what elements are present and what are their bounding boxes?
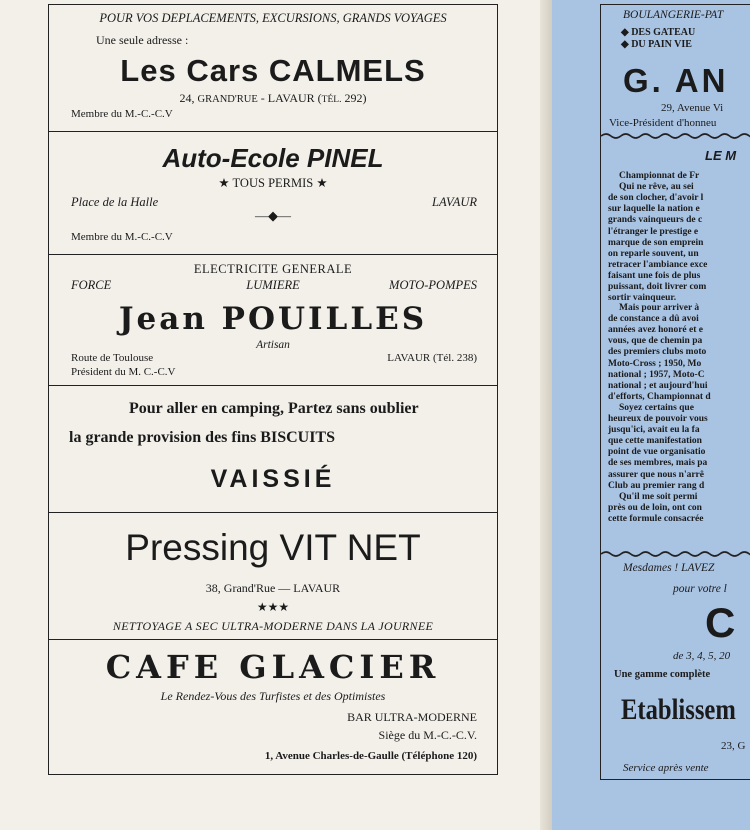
ad-frame — [48, 4, 498, 775]
calmels-address — [49, 91, 497, 106]
article-line: vous, que de chemin pa — [608, 336, 703, 347]
article-line: marque de son emprein — [608, 237, 704, 248]
article-line: heureux de pouvoir vous — [608, 414, 708, 424]
glacier-name: CAFE GLACIER — [105, 648, 441, 686]
pinel-ornament: —◆— — [255, 208, 291, 223]
ad-big-letter: C — [705, 599, 736, 646]
glacier-bar: BAR ULTRA-MODERNE — [347, 710, 477, 724]
pouilles-motopompes: MOTO-POMPES — [389, 278, 477, 292]
article-line: Qui ne rêve, au sei — [619, 182, 694, 193]
pouilles-heading: ELECTRICITE GENERALE — [193, 262, 353, 276]
calmels-name: Les Cars CALMELS — [120, 53, 426, 88]
pouilles-force: FORCE — [71, 278, 112, 292]
ad-line-1: Mesdames ! LAVEZ — [623, 562, 715, 574]
bakery-bullet-1: ◆ DES GATEAU — [621, 27, 696, 38]
article-line: Soyez certains que — [619, 402, 694, 413]
pouilles-president: Président du M. C.-C.V — [71, 366, 176, 378]
article-line: retracer l'ambiance exce — [608, 259, 708, 270]
article-title: LE M — [705, 148, 737, 163]
right-ad-frame — [600, 4, 750, 780]
article-line: jusqu'ici, avait eu la fa — [608, 425, 700, 436]
bakery-bullet-2: ◆ DU PAIN VIE — [621, 39, 692, 50]
glacier-address: 1, Avenue Charles-de-Gaulle (Téléphone 120) — [264, 750, 477, 762]
article-line: point de vue organisatio — [608, 447, 706, 458]
bakery-vp: Vice-Président d'honneu — [609, 117, 717, 129]
calmels-lead: Une seule adresse : — [96, 33, 189, 47]
ad-sizes: de 3, 4, 5, 20 — [673, 650, 731, 662]
pinel-name: Auto-Ecole PINEL — [162, 143, 384, 173]
article-line: années avez honoré et e — [608, 325, 703, 336]
article-line: de ses membres, mais pa — [608, 458, 708, 469]
calmels-tel-number: 292) — [344, 91, 367, 105]
pouilles-artisan: Artisan — [256, 339, 290, 351]
calmels-member: Membre du M.-C.-C.V — [71, 108, 173, 120]
pinel-place: Place de la Halle — [71, 195, 159, 209]
article-line: Moto-Cross ; 1950, Mo — [608, 358, 702, 369]
calmels-tel-label: TÉL. — [321, 95, 342, 105]
divider — [49, 512, 497, 513]
wave-divider — [601, 550, 750, 558]
article-line: près ou de loin, ont con — [608, 502, 702, 513]
vitnet-address: 38, Grand'Rue — LAVAUR — [205, 581, 341, 595]
divider — [49, 131, 497, 132]
article-line: que cette manifestation — [608, 436, 702, 447]
wave-divider — [601, 132, 750, 140]
article-line: national ; et aujourd'hui — [608, 380, 708, 391]
article-line: des premiers clubs moto — [608, 347, 707, 358]
ad-etab-address: 23, G — [721, 740, 746, 752]
article-line: grands vainqueurs de c — [608, 215, 703, 226]
calmels-tagline: POUR VOS DEPLACEMENTS, EXCURSIONS, GRANDS VOYAGES — [99, 11, 447, 25]
vitnet-stars: ★★★ — [256, 600, 290, 614]
article-line: Qu'il me soit permi — [619, 491, 698, 502]
divider — [49, 385, 497, 386]
ad-line-2: pour votre l — [673, 583, 727, 595]
article-line: de son clocher, d'avoir l — [608, 193, 704, 204]
ad-etab: Etablissem — [621, 693, 736, 726]
pinel-permits: ★ TOUS PERMIS ★ — [218, 176, 328, 190]
vaissie-name: VAISSIÉ — [210, 465, 336, 493]
article-line: de constance a dû avoi — [608, 314, 699, 325]
pinel-city: LAVAUR — [432, 195, 477, 209]
article-line: assurer que nous n'arrê — [608, 469, 704, 480]
vaissie-line1: Pour aller en camping, Partez sans oublier — [129, 400, 419, 417]
article-line: sur laquelle la nation e — [608, 204, 700, 215]
ad-service: Service après vente — [623, 762, 709, 774]
article-line: Mais pour arriver à — [619, 303, 700, 313]
vitnet-slogan: NETTOYAGE A SEC ULTRA-MODERNE DANS LA JOURNEE — [112, 619, 434, 633]
article-line: sortir vainqueur. — [608, 293, 677, 304]
pinel-member: Membre du M.-C.-C.V — [71, 231, 173, 243]
bakery-name: G. AN — [623, 62, 729, 99]
article-line: d'efforts, Championnat d — [608, 391, 711, 402]
article-line: puissant, doit livrer com — [608, 282, 707, 292]
calmels-address-prefix: 24, — [179, 91, 195, 105]
right-page — [552, 0, 750, 830]
article-line: Championnat de Fr — [619, 171, 700, 181]
pouilles-name: Jean POUILLES — [118, 301, 428, 337]
vaissie-line2: la grande provision des fins BISCUITS — [69, 429, 335, 446]
divider — [49, 254, 497, 255]
calmels-address-city: - LAVAUR ( — [260, 91, 322, 105]
ad-range: Une gamme complète — [614, 669, 711, 680]
divider — [49, 639, 497, 640]
bakery-address: 29, Avenue Vi — [661, 102, 724, 114]
article-line: l'étranger le prestige e — [608, 226, 699, 237]
article-line: Club au premier rang d — [608, 480, 705, 491]
calmels-address-street: GRAND'RUE — [197, 94, 258, 105]
glacier-seat: Siège du M.-C.-C.V. — [378, 728, 477, 742]
pouilles-lumiere: LUMIERE — [246, 278, 300, 292]
glacier-slogan: Le Rendez-Vous des Turfistes et des Optimistes — [160, 689, 386, 703]
article-line: national ; 1957, Moto-C — [608, 369, 705, 380]
vitnet-name: Pressing VIT NET — [125, 527, 421, 568]
pouilles-road: Route de Toulouse — [71, 352, 154, 364]
article-line: faisant une fois de plus — [608, 270, 701, 281]
pouilles-city-tel: LAVAUR (Tél. 238) — [387, 352, 477, 364]
article-line: on reparle souvent, un — [608, 248, 699, 259]
bakery-header: BOULANGERIE-PAT — [623, 9, 724, 21]
article-line: cette formule consacrée — [608, 513, 704, 524]
